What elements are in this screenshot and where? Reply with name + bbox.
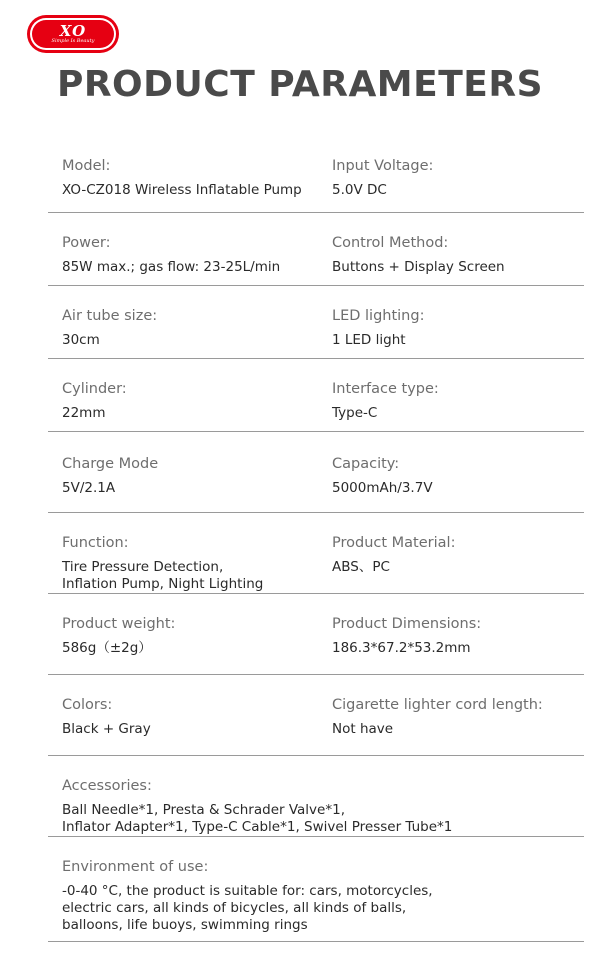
param-environment: [62, 857, 582, 934]
param-label: Control Method:: [332, 235, 449, 251]
param-cylinder: [62, 379, 324, 422]
param-value: XO-CZ018 Wireless Inflatable Pump: [62, 182, 302, 198]
param-control-method: [332, 233, 584, 276]
brand-logo-mark: XO: [59, 21, 87, 40]
param-value: 22mm: [62, 405, 106, 421]
param-row-charge: [48, 432, 584, 513]
param-value: 5000mAh/3.7V: [332, 480, 433, 496]
param-led-lighting: [332, 306, 584, 349]
param-label: Capacity:: [332, 456, 400, 472]
param-label: Charge Mode: [62, 456, 159, 472]
param-air-tube-size: [62, 306, 324, 349]
param-input-voltage: [332, 156, 584, 199]
param-value: 586g（±2g）: [62, 640, 152, 656]
param-label: Power:: [62, 235, 111, 251]
param-row-model: [48, 146, 584, 213]
param-function: [62, 533, 324, 593]
param-label: Product Material:: [332, 535, 456, 551]
param-product-weight: [62, 614, 324, 657]
page-title: PRODUCT PARAMETERS: [56, 64, 544, 105]
param-label: Accessories:: [62, 778, 152, 794]
brand-tagline: Simple Is Beauty: [51, 37, 95, 44]
param-charge-mode: [62, 454, 324, 497]
param-value: 30cm: [62, 332, 100, 348]
param-row-function: [48, 513, 584, 594]
param-value: Tire Pressure Detection, Inflation Pump, Night Lighting: [62, 559, 264, 592]
param-row-environment: [48, 837, 584, 942]
param-label: Interface type:: [332, 381, 439, 397]
param-label: Product Dimensions:: [332, 616, 482, 632]
param-value: 85W max.; gas flow: 23-25L/min: [62, 259, 281, 275]
param-label: Environment of use:: [62, 859, 209, 875]
param-row-air-tube: [48, 286, 584, 359]
param-capacity: [332, 454, 584, 497]
param-label: Product weight:: [62, 616, 176, 632]
param-value: 5V/2.1A: [62, 480, 116, 496]
param-label: Function:: [62, 535, 129, 551]
param-value: 186.3*67.2*53.2mm: [332, 640, 471, 656]
param-accessories: [62, 776, 582, 836]
param-value: ABS、PC: [332, 559, 390, 575]
param-value: -0-40 °C, the product is suitable for: cars, motorcycles, electric cars, all kinds of bicycles, all kinds of balls, balloons, life buoys, swimming rings: [62, 883, 433, 933]
param-value: Not have: [332, 721, 394, 737]
param-value: Ball Needle*1, Presta & Schrader Valve*1, Inflator Adapter*1, Type-C Cable*1, Swivel Presser Tube*1: [62, 802, 453, 835]
brand-logo: [30, 18, 116, 50]
param-colors: [62, 695, 324, 738]
param-row-colors: [48, 675, 584, 756]
param-product-dimensions: [332, 614, 584, 657]
param-model: [62, 156, 324, 199]
param-row-cylinder: [48, 359, 584, 432]
param-label: Model:: [62, 158, 111, 174]
param-value: Black + Gray: [62, 721, 151, 737]
param-row-weight: [48, 594, 584, 675]
param-interface-type: [332, 379, 584, 422]
param-power: [62, 233, 324, 276]
param-label: Input Voltage:: [332, 158, 434, 174]
param-value: 5.0V DC: [332, 182, 387, 198]
param-label: LED lighting:: [332, 308, 425, 324]
param-label: Cigarette lighter cord length:: [332, 697, 543, 713]
parameters-table: [48, 146, 584, 942]
param-row-power: [48, 213, 584, 286]
param-value: Buttons + Display Screen: [332, 259, 505, 275]
param-label: Air tube size:: [62, 308, 158, 324]
param-label: Colors:: [62, 697, 113, 713]
param-cord-length: [332, 695, 584, 738]
param-product-material: [332, 533, 584, 576]
param-value: 1 LED light: [332, 332, 406, 348]
param-label: Cylinder:: [62, 381, 127, 397]
param-row-accessories: [48, 756, 584, 837]
param-value: Type-C: [332, 405, 378, 421]
